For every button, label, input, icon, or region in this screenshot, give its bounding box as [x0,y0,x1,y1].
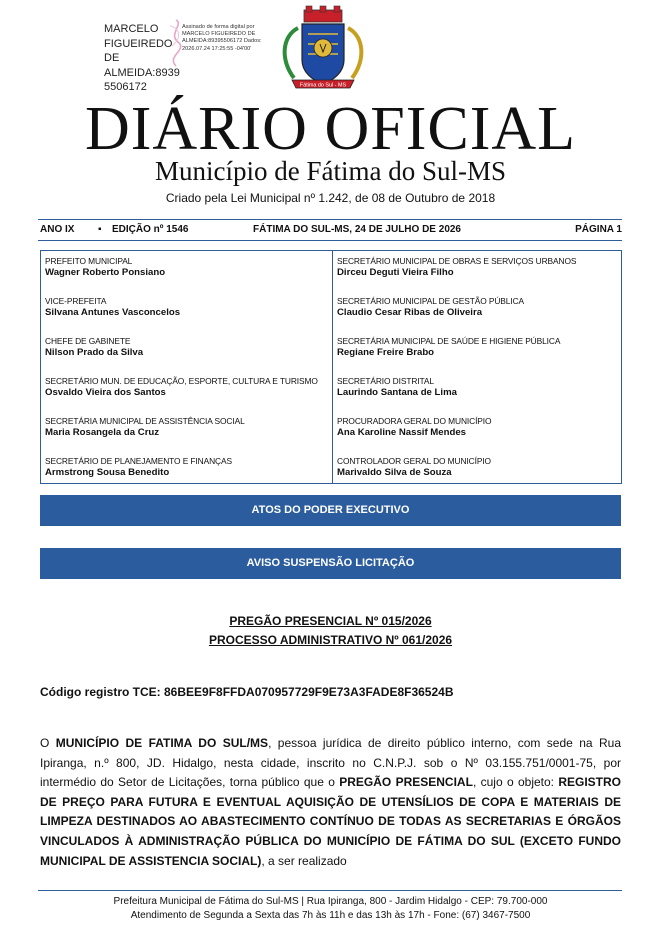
official-entry [45,371,333,411]
official-entry [45,251,333,291]
page-title: DIÁRIO OFICIAL [84,95,577,163]
creation-law: Criado pela Lei Municipal nº 1.242, de 08 de Outubro de 2018 [165,191,496,205]
official-name: Nilson Prado da Silva [45,347,144,358]
processo-number: PROCESSO ADMINISTRATIVO Nº 061/2026 [208,633,453,647]
official-name: Dirceu Deguti Vieira Filho [337,267,454,278]
official-role: SECRETÁRIO MUNICIPAL DE GESTÃO PÚBLICA [337,296,524,306]
body-text: , cujo o objeto: [472,775,559,790]
official-entry [45,451,333,491]
footer-hours: Atendimento de Segunda a Sexta das 7h às 11h e das 13h às 17h - Fone: (67) 3467-7500 [130,910,531,921]
official-role: SECRETÁRIO MUN. DE EDUCAÇÃO, ESPORTE, CULTURA E TURISMO [45,376,318,386]
body-bold-pregao: PREGÃO PRESENCIAL [339,775,473,790]
official-entry [337,411,625,451]
officials-right-column [337,251,625,491]
official-entry [337,291,625,331]
official-role: PROCURADORA GERAL DO MUNICÍPIO [337,416,492,426]
issue-page: PÁGINA 1 [575,224,622,235]
official-name: Silvana Antunes Vasconcelos [45,307,181,318]
official-role: CONTROLADOR GERAL DO MUNICÍPIO [337,456,491,466]
official-name: Claudio Cesar Ribas de Oliveira [337,307,483,318]
crest-motto: Fátima do Sul - MS [299,82,347,89]
divider-top [38,219,622,220]
tce-registry-code: Código registro TCE: 86BEE9F8FFDA070957729F9E73A3FADE8F36524B [40,685,454,699]
divider-bottom [38,240,622,241]
bullet: ▪ [98,224,102,235]
body-text: , a ser realizado [261,853,347,868]
official-name: Ana Karoline Nassif Mendes [337,427,467,438]
official-entry [337,451,625,491]
body-text: , pessoa jurídica de direito público interno, com sede na Rua Ipiranga, n.º 800, JD. Hidalgo, nesta cidade, inscrito no C.N.P.J. sob o Nº 03.155.751/0001-75, por intermédio do Setor de Licitações, torna público que o [40,736,622,790]
official-entry [337,371,625,411]
official-entry [45,331,333,371]
municipal-coat-of-arms-icon [268,4,378,96]
official-role: SECRETÁRIO MUNICIPAL DE OBRAS E SERVIÇOS URBANOS [337,256,577,266]
processo-heading [0,631,661,649]
issue-info [40,222,622,238]
officials-table [40,250,622,484]
official-name: Armstrong Sousa Benedito [45,467,170,478]
official-role: PREFEITO MUNICIPAL [45,256,133,266]
signer-name: MARCELO FIGUEIREDO DE ALMEIDA:8939 5506172 [104,23,180,93]
body-bold-object: REGISTRO DE PREÇO PARA FUTURA E EVENTUAL AQUISIÇÃO DE UTENSÍLIOS DE COPA E MATERIAIS DE LIMPEZA DESTINADOS AO ABASTECIMENTO CONTÍNUO DE TODAS AS SECRETARIAS E ÓRGÃOS VINCULADOS À ADMINISTRAÇÃO PÚBLICA DO MUNICÍPIO DE FÁTIMA DO SUL (EXCETO FUNDO MUNICIPAL DE ASSISTENCIA SOCIAL) [40,775,622,868]
municipality-subtitle: Município de Fátima do Sul-MS [155,156,506,186]
official-role: SECRETÁRIO DE PLANEJAMENTO E FINANÇAS [45,456,232,466]
issue-place-date: FÁTIMA DO SUL-MS, 24 DE JULHO DE 2026 [253,224,461,235]
official-role: SECRETÁRIA MUNICIPAL DE SAÚDE E HIGIENE PÚBLICA [337,336,561,346]
official-entry [337,251,625,291]
official-entry [337,331,625,371]
official-role: VICE-PREFEITA [45,296,107,306]
official-entry [45,411,333,451]
official-name: Laurindo Santana de Lima [337,387,457,398]
body-bold-municipality: MUNICÍPIO DE FATIMA DO SUL/MS [55,736,269,750]
section-notice: AVISO SUSPENSÃO LICITAÇÃO [40,548,621,579]
body-text: O [40,736,56,750]
footer-address: Prefeitura Municipal de Fátima do Sul-MS | Rua Ipiranga, 800 - Jardim Hidalgo - CEP: 79.700-000 [113,896,548,907]
officials-left-column [45,251,333,491]
pregao-number: PREGÃO PRESENCIAL Nº 015/2026 [229,614,432,628]
digital-signature-note: Assinado de forma digital por MARCELO FIGUEIREDO DE ALMEIDA:89395506172 Dados: 2026.07.24 17:25:55 -04'00' [182,24,262,52]
official-name: Maria Rosangela da Cruz [45,427,160,438]
official-entry [45,291,333,331]
issue-edition: EDIÇÃO nº 1546 [112,224,189,235]
official-role: SECRETÁRIO DISTRITAL [337,376,434,386]
official-name: Marivaldo Silva de Souza [337,467,452,478]
official-name: Wagner Roberto Ponsiano [45,267,166,278]
pregao-heading [0,612,661,630]
footer-divider [38,890,622,891]
official-name: Regiane Freire Brabo [337,347,435,358]
notice-body [40,734,621,871]
official-role: SECRETÁRIA MUNICIPAL DE ASSISTÊNCIA SOCIAL [45,416,245,426]
official-name: Osvaldo Vieira dos Santos [45,387,166,398]
official-role: CHEFE DE GABINETE [45,336,131,346]
section-executive-acts: ATOS DO PODER EXECUTIVO [40,495,621,526]
issue-year: ANO IX [40,224,75,235]
